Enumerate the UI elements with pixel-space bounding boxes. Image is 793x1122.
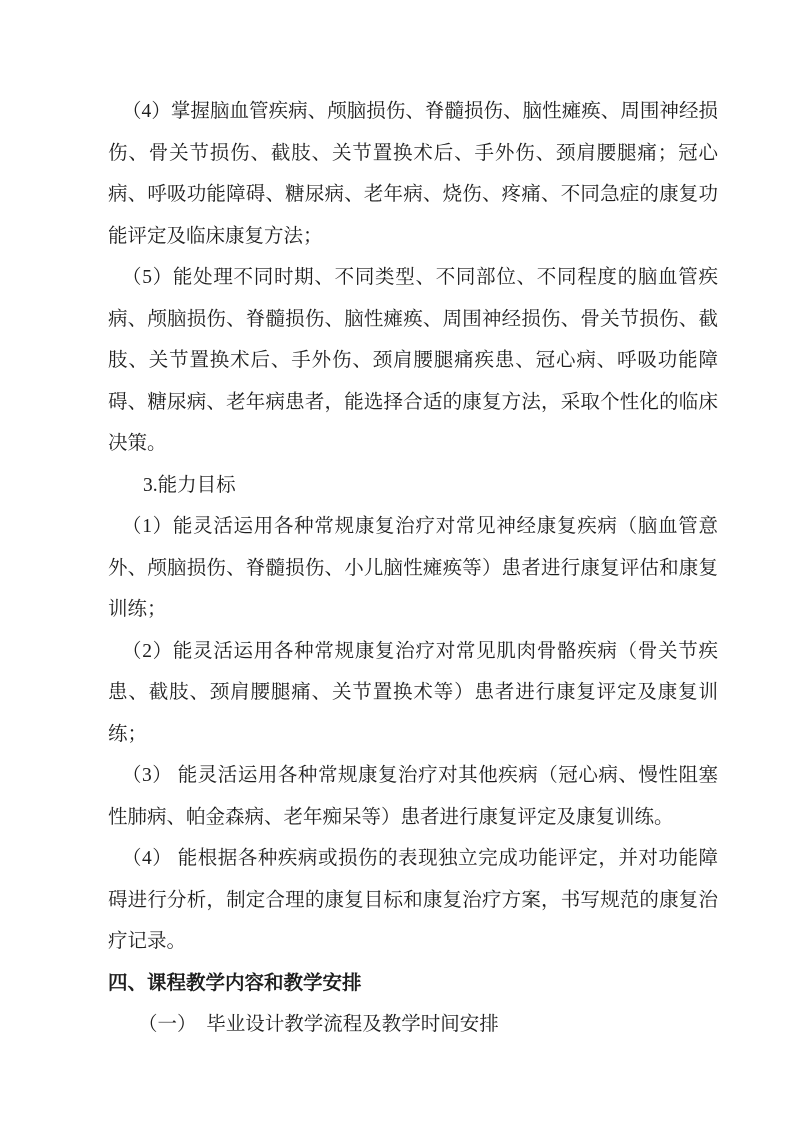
paragraph-ability-objective-1: （1）能灵活运用各种常规康复治疗对常见神经康复疾病（脑血管意外、颅脑损伤、脊髓损伤、小儿脑性瘫痪等）患者进行康复评估和康复训练； [108,516,718,620]
heading-ability-objectives: 3.能力目标 [143,474,236,496]
paragraph-ability-objective-4: （4） 能根据各种疾病或损伤的表现独立完成功能评定，并对功能障碍进行分析，制定合理的康复目标和康复治疗方案，书写规范的康复治疗记录。 [108,848,718,952]
paragraph-ability-objective-3: （3） 能灵活运用各种常规康复治疗对其他疾病（冠心病、慢性阻塞性肺病、帕金森病、老年痴呆等）患者进行康复评定及康复训练。 [108,765,718,828]
paragraph-knowledge-objective-5: （5）能处理不同时期、不同类型、不同部位、不同程度的脑血管疾病、颅脑损伤、脊髓损伤、脑性瘫痪、周围神经损伤、骨关节损伤、截肢、关节置换术后、手外伤、颈肩腰腿痛疾患、冠心病、呼吸功能障碍、糖尿病、老年病患者，能选择合适的康复方法，采取个性化的临床决策。 [108,267,718,454]
document-body [108,0,718,1046]
section-heading-course-content: 四、课程教学内容和教学安排 [108,971,362,994]
subsection-heading-teaching-schedule: （一） 毕业设计教学流程及教学时间安排 [138,1014,499,1035]
paragraph-knowledge-objective-4: （4）掌握脑血管疾病、颅脑损伤、脊髓损伤、脑性瘫痪、周围神经损伤、骨关节损伤、截肢、关节置换术后、手外伤、颈肩腰腿痛；冠心病、呼吸功能障碍、糖尿病、老年病、烧伤、疼痛、不同急症的康复功能评定及临床康复方法； [108,101,718,247]
paragraph-ability-objective-2: （2）能灵活运用各种常规康复治疗对常见肌肉骨骼疾病（骨关节疾患、截肢、颈肩腰腿痛、关节置换术等）患者进行康复评定及康复训练； [108,640,718,745]
